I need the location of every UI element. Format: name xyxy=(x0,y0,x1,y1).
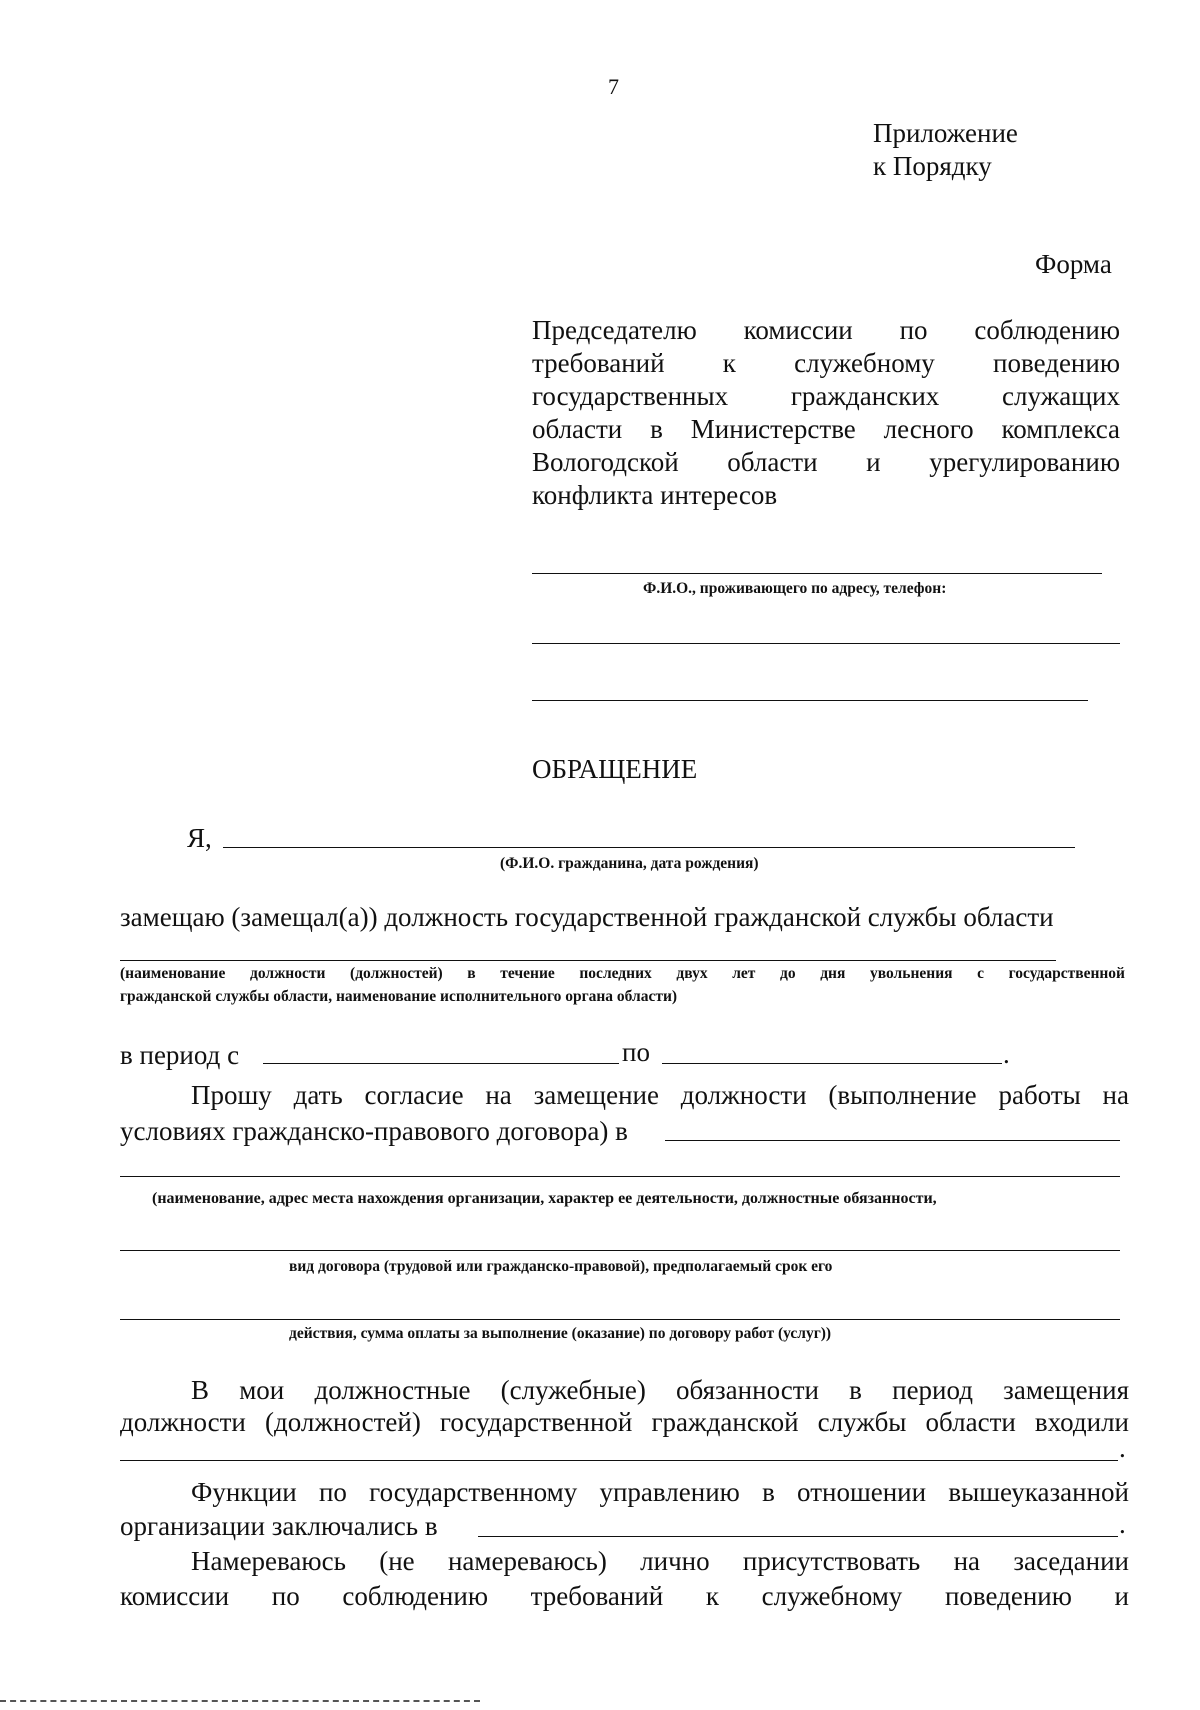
position-line: замещаю (замещал(а)) должность государственной гражданской службы области xyxy=(120,902,1054,932)
addressee-line: области в Министерстве лесного комплекса xyxy=(532,414,1120,444)
addressee-line: требований к служебному поведению xyxy=(532,348,1120,378)
organization-field-2[interactable] xyxy=(120,1176,1120,1177)
i-label: Я, xyxy=(187,823,212,853)
request-line-2: условиях гражданско-правового договора) в xyxy=(120,1116,628,1146)
appendix-subtitle: к Порядку xyxy=(873,151,992,181)
contract-caption: вид договора (трудовой или гражданско-правовой), предполагаемый срок его xyxy=(289,1258,833,1275)
functions-line-2: организации заключались в xyxy=(120,1511,438,1541)
position-caption: (наименование должности (должностей) в течение последних двух лет до дня увольнения с государственной xyxy=(120,965,1125,982)
addressee-line: государственных гражданских служащих xyxy=(532,381,1120,411)
period-to-field[interactable] xyxy=(662,1063,1002,1064)
citizen-name-field[interactable] xyxy=(223,847,1075,848)
addressee-line: Председателю комиссии по соблюдению xyxy=(532,315,1120,345)
sender-caption: Ф.И.О., проживающего по адресу, телефон: xyxy=(643,580,947,597)
sender-address-field[interactable] xyxy=(532,643,1120,644)
addressee-line: конфликта интересов xyxy=(532,480,778,510)
addressee-block xyxy=(532,314,1120,512)
document-title: ОБРАЩЕНИЕ xyxy=(532,754,698,784)
contract-terms-caption: действия, сумма оплаты за выполнение (оказание) по договору работ (услуг)) xyxy=(289,1325,832,1342)
functions-end: . xyxy=(1119,1509,1126,1539)
organization-caption: (наименование, адрес места нахождения организации, характер ее деятельности, должностные обязанности, xyxy=(152,1190,937,1207)
addressee-line: Вологодской области и урегулированию xyxy=(532,447,1120,477)
request-line-1: Прошу дать согласие на замещение должности (выполнение работы на xyxy=(191,1080,1129,1110)
scan-edge-artifact xyxy=(0,1700,480,1702)
citizen-caption: (Ф.И.О. гражданина, дата рождения) xyxy=(500,855,759,872)
duties-end: . xyxy=(1119,1433,1126,1463)
sender-phone-field[interactable] xyxy=(532,700,1088,701)
appendix-title: Приложение xyxy=(873,118,1018,148)
intent-line-2: комиссии по соблюдению требований к служебному поведению и xyxy=(120,1581,1129,1611)
duties-line-2: должности (должностей) государственной гражданской службы области входили xyxy=(120,1407,1129,1437)
period-from-label: в период с xyxy=(120,1040,240,1070)
period-from-field[interactable] xyxy=(263,1063,619,1064)
organization-field[interactable] xyxy=(665,1140,1120,1141)
period-to-label: по xyxy=(622,1037,650,1067)
contract-type-field[interactable] xyxy=(120,1250,1120,1251)
position-field[interactable] xyxy=(120,960,1056,961)
sender-name-field[interactable] xyxy=(532,573,1102,574)
functions-field[interactable] xyxy=(478,1536,1118,1537)
duties-field[interactable] xyxy=(120,1460,1118,1461)
intent-line-1: Намереваюсь (не намереваюсь) лично присутствовать на заседании xyxy=(191,1546,1129,1576)
duties-line-1: В мои должностные (служебные) обязанности в период замещения xyxy=(191,1375,1129,1405)
form-label: Форма xyxy=(1035,249,1112,279)
contract-terms-field[interactable] xyxy=(120,1319,1120,1320)
functions-line-1: Функции по государственному управлению в отношении вышеуказанной xyxy=(191,1477,1129,1507)
period-end: . xyxy=(1003,1039,1010,1069)
page-number: 7 xyxy=(608,74,619,99)
position-caption: гражданской службы области, наименование исполнительного органа области) xyxy=(120,988,678,1005)
